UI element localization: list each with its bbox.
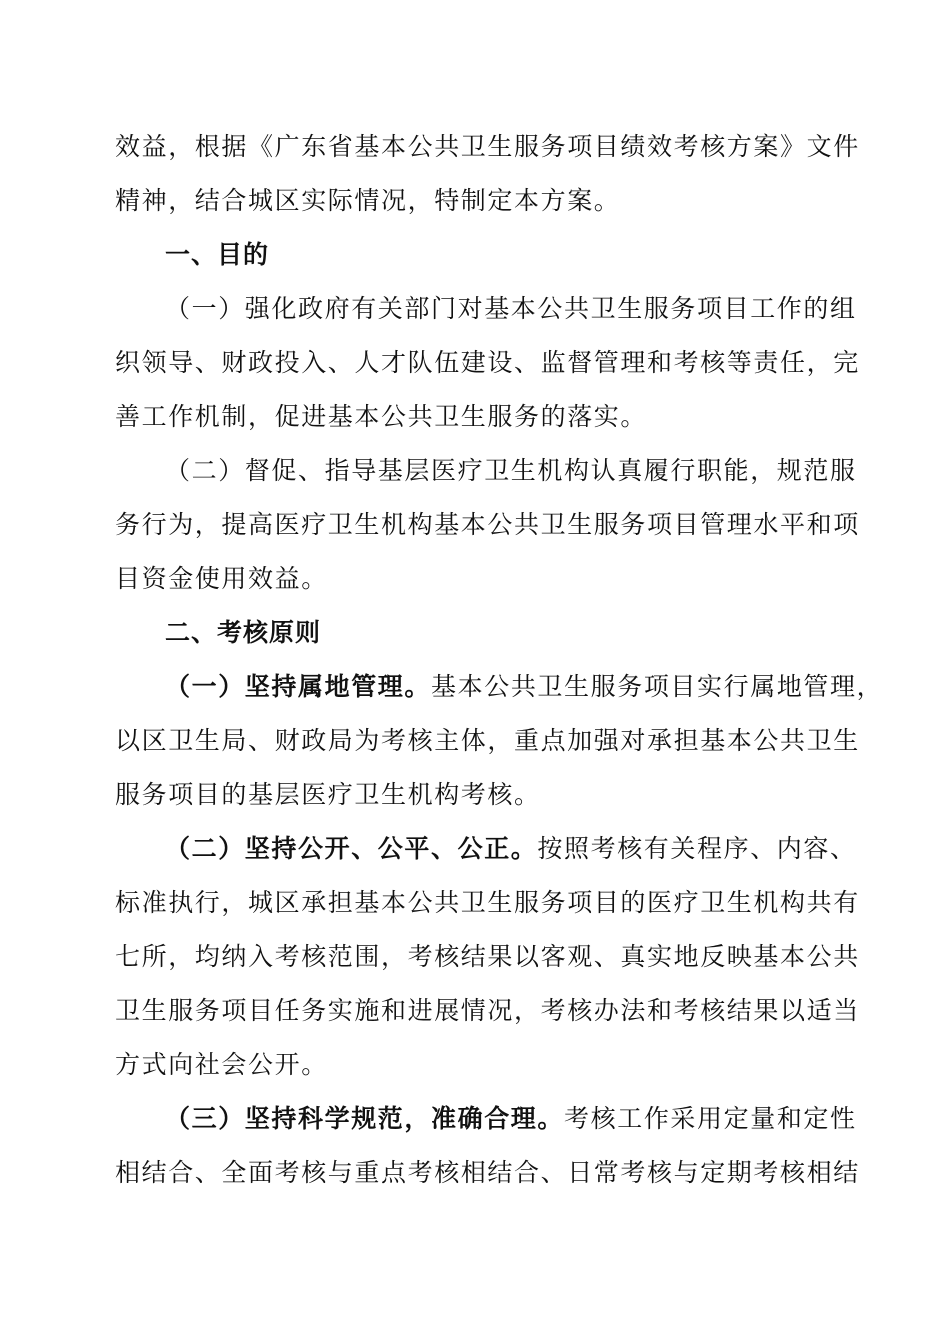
- principle-2-text: 按照考核有关程序、内容、: [537, 834, 857, 863]
- principle-1-lead: （一）坚持属地管理。: [165, 672, 432, 701]
- body-line: 相结合、全面考核与重点考核相结合、日常考核与定期考核相结: [115, 1158, 860, 1187]
- body-line: 卫生服务项目任务实施和进展情况，考核办法和考核结果以适当: [115, 996, 860, 1025]
- principle-3-line: [165, 1104, 857, 1134]
- principle-3-text: 考核工作采用定量和定性: [564, 1104, 857, 1133]
- body-line: 织领导、财政投入、人才队伍建设、监督管理和考核等责任，完: [115, 348, 860, 377]
- body-line: 标准执行，城区承担基本公共卫生服务项目的医疗卫生机构共有: [115, 888, 860, 917]
- body-line: 效益，根据《广东省基本公共卫生服务项目绩效考核方案》文件: [115, 132, 860, 161]
- body-line: （一）强化政府有关部门对基本公共卫生服务项目工作的组: [165, 294, 857, 323]
- section-heading-purpose: 一、目的: [165, 240, 270, 269]
- principle-3-lead: （三）坚持科学规范，准确合理。: [165, 1104, 565, 1133]
- body-line: 服务项目的基层医疗卫生机构考核。: [115, 780, 541, 809]
- body-line: 七所，均纳入考核范围，考核结果以客观、真实地反映基本公共: [115, 942, 860, 971]
- principle-2-line: [165, 834, 857, 864]
- body-line: 以区卫生局、财政局为考核主体，重点加强对承担基本公共卫生: [115, 726, 860, 755]
- principle-1-line: [165, 672, 884, 702]
- body-line: （二）督促、指导基层医疗卫生机构认真履行职能，规范服: [165, 456, 857, 485]
- principle-2-lead: （二）坚持公开、公平、公正。: [165, 834, 538, 863]
- principle-1-text: 基本公共卫生服务项目实行属地管理，: [431, 672, 884, 701]
- section-heading-principles: 二、考核原则: [165, 618, 322, 647]
- body-line: 精神，结合城区实际情况，特制定本方案。: [115, 186, 621, 215]
- body-line: 务行为，提高医疗卫生机构基本公共卫生服务项目管理水平和项: [115, 510, 860, 539]
- body-line: 目资金使用效益。: [115, 564, 328, 593]
- body-line: 善工作机制，促进基本公共卫生服务的落实。: [115, 402, 648, 431]
- body-line: 方式向社会公开。: [115, 1050, 328, 1079]
